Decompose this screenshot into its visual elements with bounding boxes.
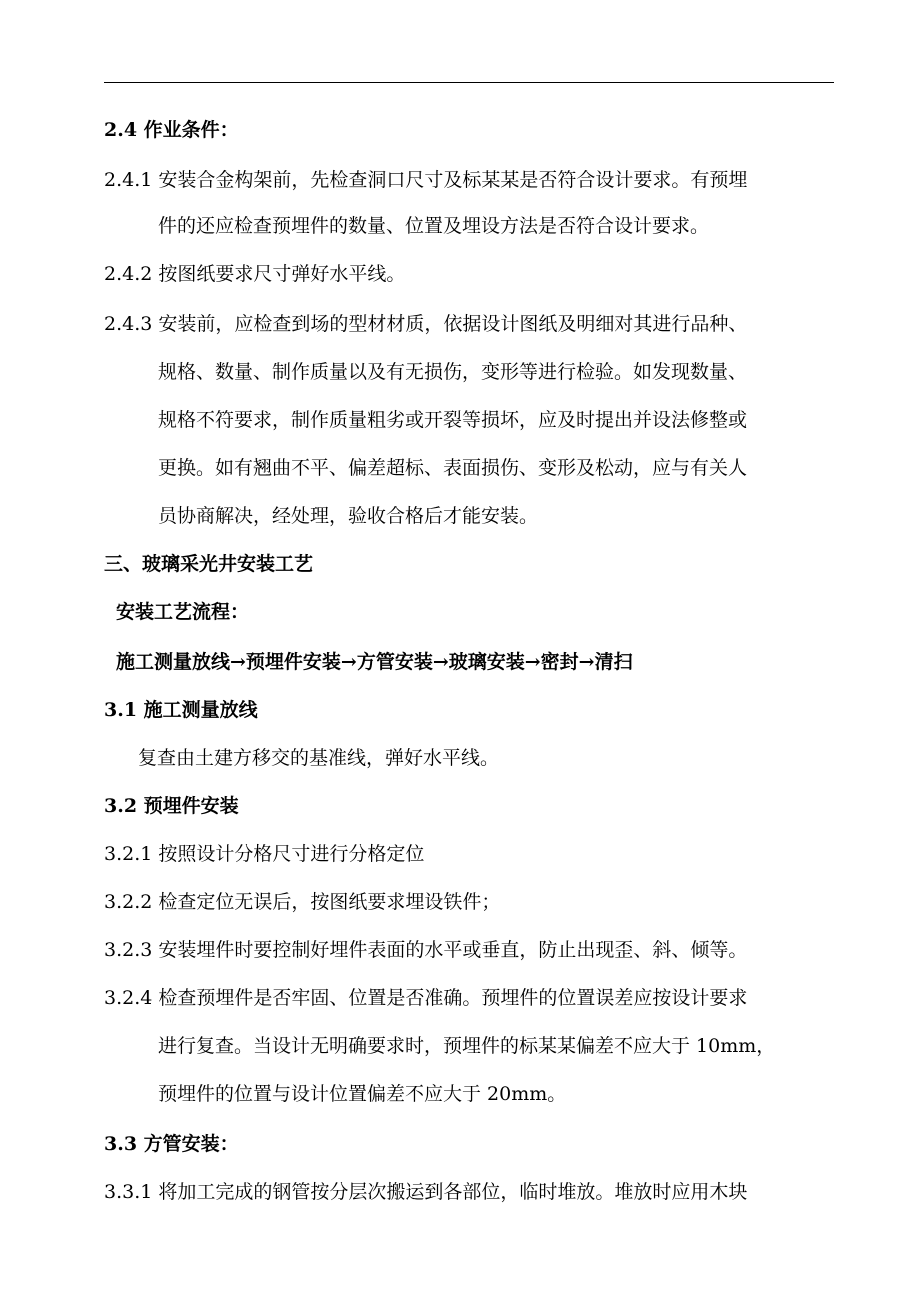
item-3-2-1: 3.2.1 按照设计分格尺寸进行分格定位	[104, 843, 425, 865]
item-2-4-3-line3: 规格不符要求，制作质量粗劣或开裂等损坏，应及时提出并设法修整或	[158, 409, 748, 431]
item-2-4-3-line1: 2.4.3 安装前，应检查到场的型材材质，依据设计图纸及明细对其进行品种、	[104, 313, 748, 335]
item-2-4-3-line4: 更换。如有翘曲不平、偏差超标、表面损伤、变形及松动，应与有关人	[158, 457, 748, 479]
process-label: 安装工艺流程：	[116, 601, 250, 623]
item-2-4-1-line1: 2.4.1 安装合金构架前，先检查洞口尺寸及标某某是否符合设计要求。有预埋	[104, 169, 748, 191]
header-rule	[104, 82, 834, 83]
heading-3-1: 3.1 施工测量放线	[104, 699, 258, 721]
item-3-2-4-line2: 进行复查。当设计无明确要求时，预埋件的标某某偏差不应大于 10mm，	[158, 1035, 776, 1057]
section-3-title: 三、玻璃采光井安装工艺	[104, 553, 314, 575]
heading-3-3: 3.3 方管安装：	[104, 1133, 239, 1155]
item-3-2-4-line3: 预埋件的位置与设计位置偏差不应大于 20mm。	[158, 1083, 567, 1105]
item-2-4-2: 2.4.2 按图纸要求尺寸弹好水平线。	[104, 263, 406, 285]
item-2-4-1-line2: 件的还应检查预埋件的数量、位置及埋设方法是否符合设计要求。	[158, 215, 710, 237]
text-3-1: 复查由土建方移交的基准线，弹好水平线。	[138, 747, 500, 769]
item-3-3-1-line1: 3.3.1 将加工完成的钢管按分层次搬运到各部位，临时堆放。堆放时应用木块	[104, 1181, 748, 1203]
heading-3-2: 3.2 预埋件安装	[104, 795, 239, 817]
process-flow: 施工测量放线→预埋件安装→方管安装→玻璃安装→密封→清扫	[116, 651, 633, 673]
item-3-2-4-line1: 3.2.4 检查预埋件是否牢固、位置是否准确。预埋件的位置误差应按设计要求	[104, 987, 748, 1009]
item-3-2-3: 3.2.3 安装埋件时要控制好埋件表面的水平或垂直，防止出现歪、斜、倾等。	[104, 939, 748, 961]
item-2-4-3-line2: 规格、数量、制作质量以及有无损伤，变形等进行检验。如发现数量、	[158, 361, 748, 383]
item-2-4-3-line5: 员协商解决，经处理，验收合格后才能安装。	[158, 505, 539, 527]
item-3-2-2: 3.2.2 检查定位无误后，按图纸要求埋设铁件；	[104, 891, 501, 913]
heading-2-4: 2.4 作业条件：	[104, 119, 239, 141]
